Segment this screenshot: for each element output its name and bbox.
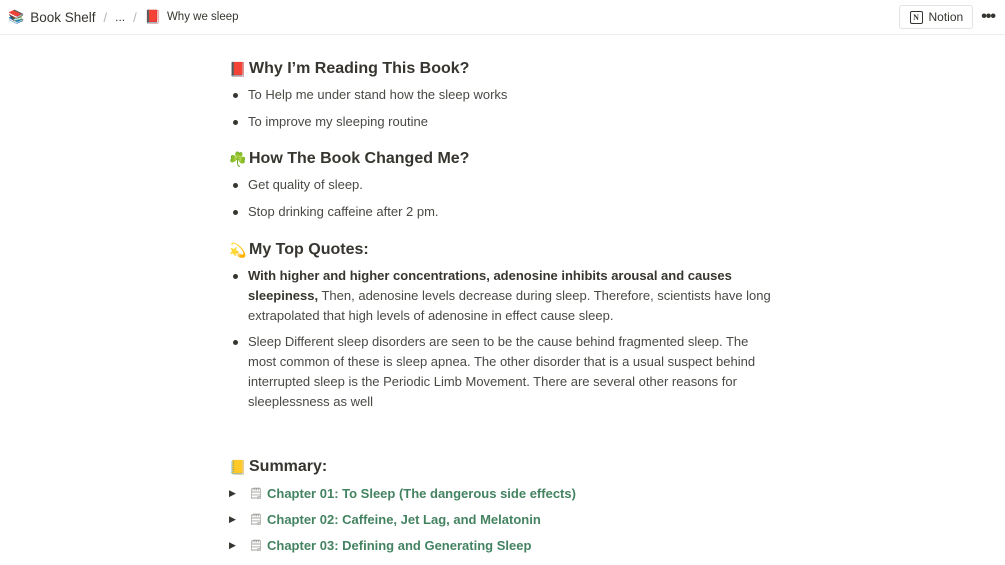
toggle-triangle-icon[interactable]: ▶ (229, 539, 236, 550)
page-content (229, 56, 774, 558)
chapter-link[interactable]: Chapter 03: Defining and Generating Sleep (267, 537, 532, 553)
toggle-triangle-icon[interactable]: ▶ (229, 487, 236, 498)
heading-text: My Top Quotes: (249, 241, 369, 258)
toggle-triangle-icon[interactable]: ▶ (229, 513, 236, 524)
heading-why-reading (229, 56, 774, 82)
shamrock-icon: ☘️ (229, 150, 247, 167)
quote-bold-text: With higher and higher concentrations, adenosine inhibits arousal and causes sleepiness, (248, 268, 732, 303)
page-icon: 🗒 (249, 487, 263, 500)
heading-text: Why I’m Reading This Book? (249, 60, 470, 77)
quote-item (229, 332, 774, 412)
list-item: To improve my sleeping routine (229, 112, 774, 132)
dizzy-icon: 💫 (229, 241, 247, 258)
notion-button-label: Notion (928, 10, 964, 24)
breadcrumb-separator: / (133, 9, 137, 25)
books-icon: 📚 (8, 9, 25, 24)
ledger-icon: 📒 (229, 458, 247, 475)
notion-button[interactable] (899, 5, 974, 29)
breadcrumb-item-ellipsis[interactable] (115, 10, 125, 24)
toggle-chapter-03 (229, 532, 774, 558)
chapter-link[interactable]: Chapter 01: To Sleep (The dangerous side effects) (267, 485, 576, 501)
topbar-actions (899, 5, 1005, 29)
quote-item (229, 266, 774, 326)
heading-text: Summary: (249, 458, 328, 475)
breadcrumb (0, 9, 239, 25)
why-list (229, 85, 774, 132)
changed-list (229, 175, 774, 222)
page-icon: 🗒 (249, 513, 263, 526)
heading-top-quotes (229, 237, 774, 263)
chapter-link[interactable]: Chapter 02: Caffeine, Jet Lag, and Melatonin (267, 511, 541, 527)
quotes-list (229, 266, 774, 412)
heading-how-changed (229, 146, 774, 172)
quote-text: Then, adenosine levels decrease during sleep. Therefore, scientists have long extrapolated that high levels of adenosine in effect cause sleep. (248, 288, 771, 323)
red-book-icon: 📕 (144, 9, 161, 24)
breadcrumb-label: Book Shelf (30, 9, 96, 25)
page-icon: 🗒 (249, 539, 263, 552)
list-item: Stop drinking caffeine after 2 pm. (229, 202, 774, 222)
top-bar (0, 0, 1005, 35)
more-options-icon[interactable]: ••• (981, 8, 995, 25)
toggle-chapter-02 (229, 506, 774, 532)
heading-text: How The Book Changed Me? (249, 150, 470, 167)
notion-logo-icon: N (910, 11, 923, 24)
summary-toggle-list (229, 480, 774, 558)
toggle-chapter-01 (229, 480, 774, 506)
breadcrumb-item-book-shelf[interactable] (8, 9, 95, 25)
quote-text: Sleep Different sleep disorders are seen to be the cause behind fragmented sleep. The most common of these is sleep apnea. The other disorder that is a usual suspect behind interrupted sleep is the Periodic Limb Movement. There are several other reasons for sleeplessness as well (248, 334, 756, 409)
red-book-icon: 📕 (229, 60, 247, 77)
list-item: To Help me under stand how the sleep works (229, 85, 774, 105)
list-item: Get quality of sleep. (229, 175, 774, 195)
breadcrumb-label: ... (115, 10, 126, 24)
breadcrumb-separator: / (103, 9, 108, 25)
breadcrumb-label: Why we sleep (166, 11, 239, 23)
heading-summary (229, 454, 774, 480)
breadcrumb-item-why-we-sleep[interactable] (145, 9, 239, 25)
